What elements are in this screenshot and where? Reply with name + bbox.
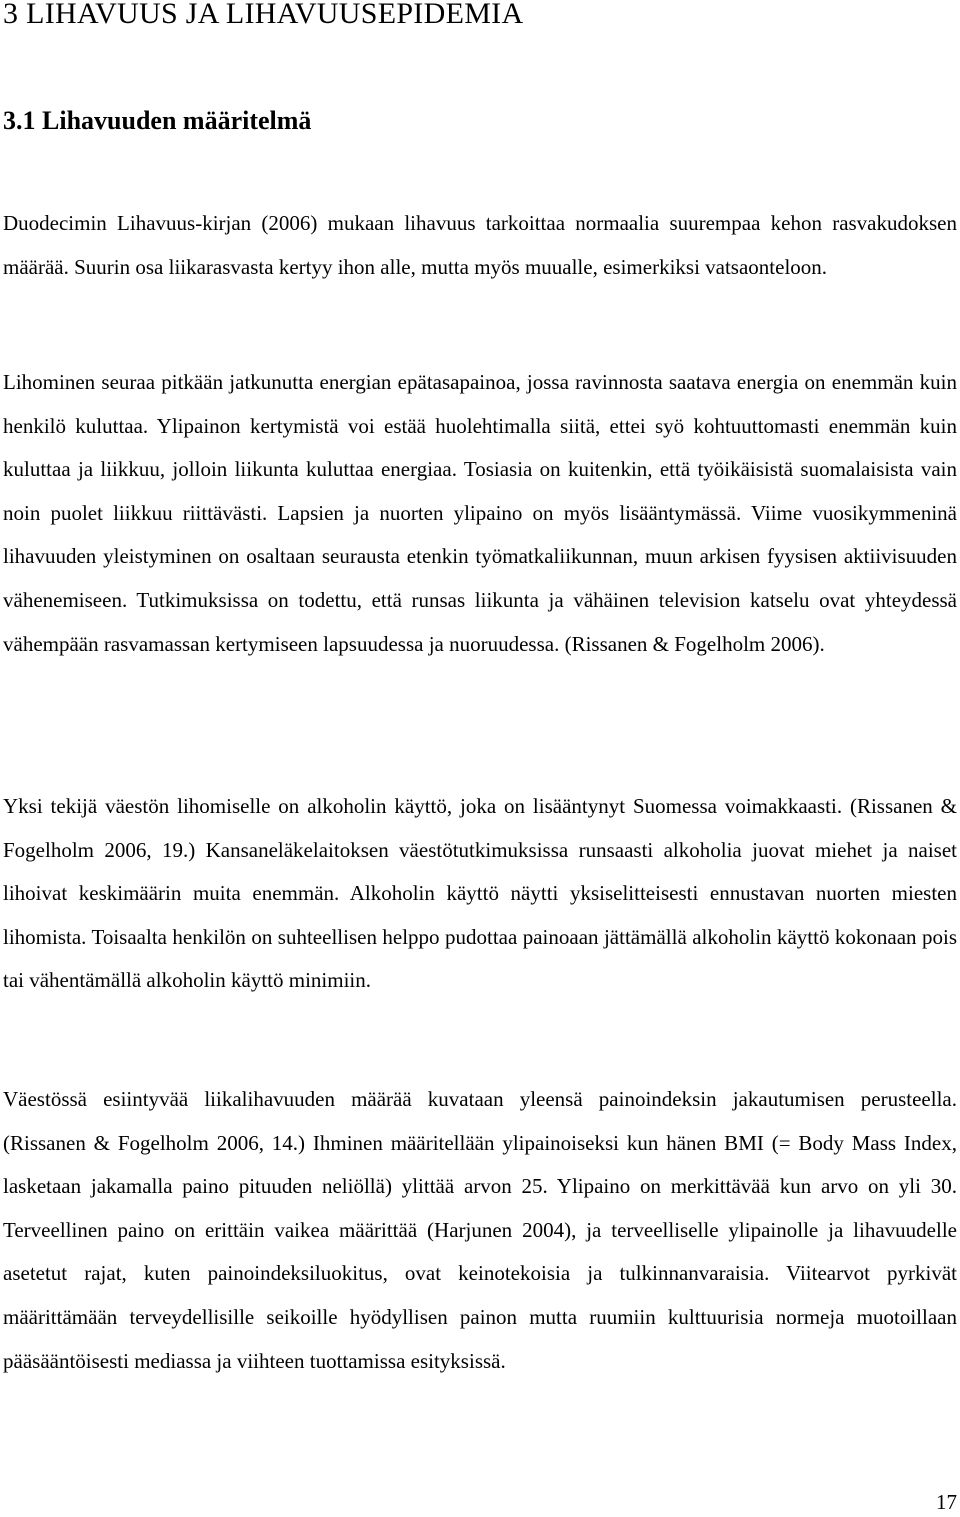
chapter-title: 3 LIHAVUUS JA LIHAVUUSEPIDEMIA: [3, 0, 524, 30]
body-paragraph-definition: Duodecimin Lihavuus-kirjan (2006) mukaan lihavuus tarkoittaa normaalia suurempaa kehon rasvakudoksen määrää. Suurin osa liikarasvasta kertyy ihon alle, mutta myös muualle, esimerkiksi vatsaonteloon.: [3, 211, 957, 279]
body-paragraph-alcohol: Yksi tekijä väestön lihomiselle on alkoholin käyttö, joka on lisääntynyt Suomessa voimakkaasti. (Rissanen & Fogelholm 2006, 19.) Kansaneläkelaitoksen väestötutkimuksissa runsaasti alkoholia juovat miehet ja naiset lihoivat keskimäärin muita enemmän. Alkoholin käyttö näytti yksiselitteisesti ennustavan nuorten miesten lihomista. Toisaalta henkilön on suhteellisen helppo pudottaa painoaan jättämällä alkoholin käyttö kokonaan pois tai vähentämällä alkoholin käyttö minimiin.: [3, 794, 957, 993]
body-paragraph-bmi: Väestössä esiintyvää liikalihavuuden määrää kuvataan yleensä painoindeksin jakautumisen perusteella. (Rissanen & Fogelholm 2006, 14.) Ihminen määritellään ylipainoiseksi kun hänen BMI (= Body Mass Index, lasketaan jakamalla paino pituuden neliöllä) ylittää arvon 25. Ylipaino on merkittävää kun arvo on yli 30. Terveellinen paino on erittäin vaikea määrittää (Harjunen 2004), ja terveelliselle ylipainolle ja lihavuudelle asetetut rajat, kuten painoindeksiluokitus, ovat keinotekoisia ja tulkinnanvaraisia. Viitearvot pyrkivät määrittämään terveydellisille seikoille hyödyllisen painon mutta ruumiin kulttuurisia normeja muotoillaan pääsääntöisesti mediassa ja viihteen tuottamissa esityksissä.: [3, 1087, 957, 1373]
page-number: 17: [936, 1490, 957, 1514]
section-title: 3.1 Lihavuuden määritelmä: [3, 106, 312, 135]
body-paragraph-energy-balance: Lihominen seuraa pitkään jatkunutta energian epätasapainoa, jossa ravinnosta saatava energia on enemmän kuin henkilö kuluttaa. Ylipainon kertymistä voi estää huolehtimalla siitä, ettei syö kohtuuttomasti enemmän kuin kuluttaa ja liikkuu, jolloin liikunta kuluttaa energiaa. Tosiasia on kuitenkin, että työikäisistä suomalaisista vain noin puolet liikkuu riittävästi. Lapsien ja nuorten ylipaino on myös lisääntymässä. Viime vuosikymmeninä lihavuuden yleistyminen on osaltaan seurausta etenkin työmatkaliikunnan, muun arkisen fyysisen aktiivisuuden vähenemiseen. Tutkimuksissa on todettu, että runsas liikunta ja vähäinen television katselu ovat yhteydessä vähempään rasvamassan kertymiseen lapsuudessa ja nuoruudessa. (Rissanen & Fogelholm 2006).: [3, 370, 957, 656]
